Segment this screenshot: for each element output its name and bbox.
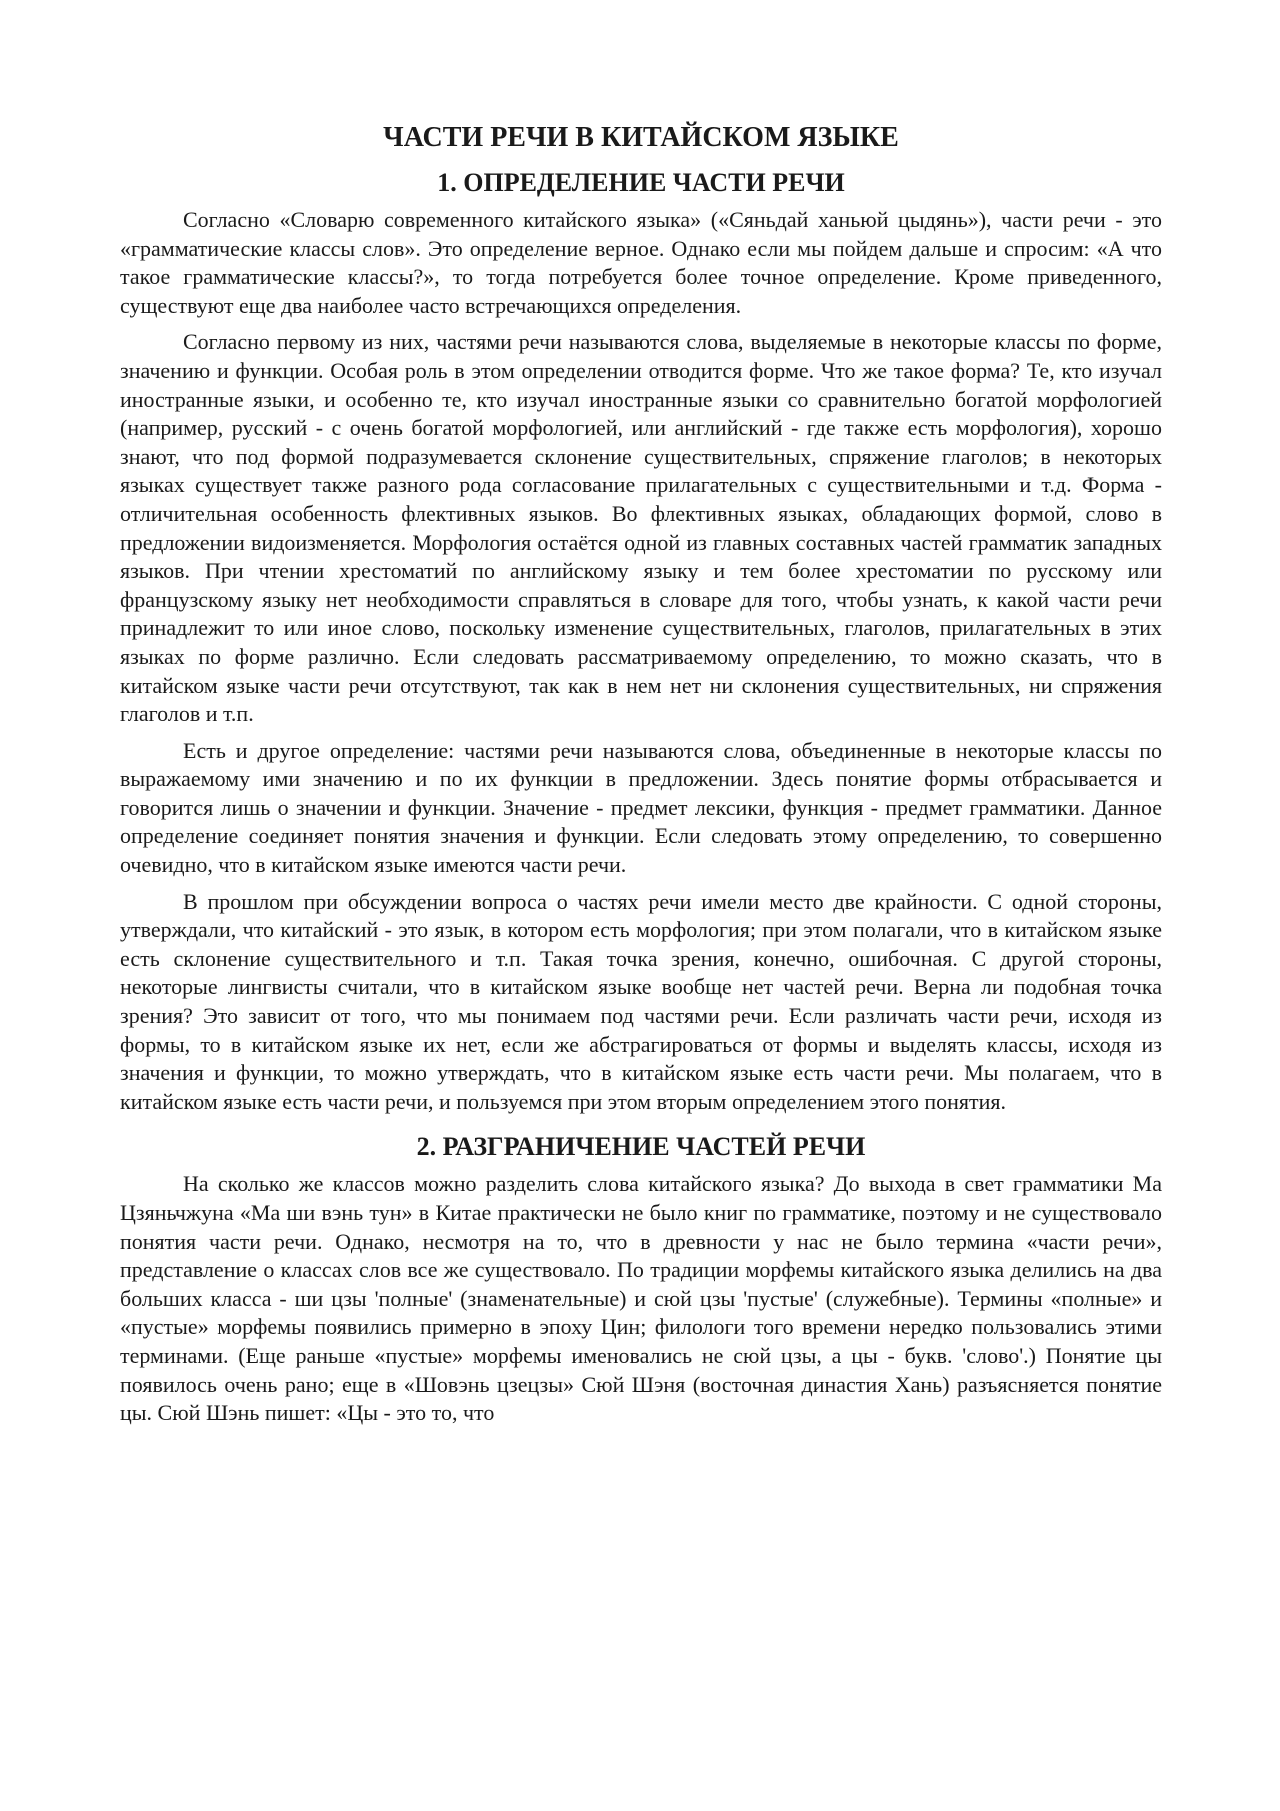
document-page (120, 118, 1162, 1436)
paragraph: Согласно «Словарю современного китайского языка» («Сяньдай ханьюй цыдянь»), части речи - это «грамматические классы слов». Это определение верное. Однако если мы пойдем дальше и спросим: «А что такое грамматические классы?», то тогда потребуется более точное определение. Кроме приведенного, существуют еще два наиболее часто встречающихся определения. (120, 207, 1162, 318)
section-heading-definition: 1. ОПРЕДЕЛЕНИЕ ЧАСТИ РЕЧИ (437, 168, 845, 197)
paragraph: В прошлом при обсуждении вопроса о частях речи имели место две крайности. С одной стороны, утверждали, что китайский - это язык, в котором есть морфология; при этом полагали, что в китайском языке есть склонение существительного и т.п. Такая точка зрения, конечно, ошибочная. С другой стороны, некоторые лингвисты считали, что в китайском языке вообще нет частей речи. Верна ли подобная точка зрения? Это зависит от того, что мы понимаем под частями речи. Если различать части речи, исходя из формы, то в китайском языке их нет, если же абстрагироваться от формы и выделять классы, исходя из значения и функции, то можно утверждать, что в китайском языке есть части речи. Мы полагаем, что в китайском языке есть части речи, и пользуемся при этом вторым определением этого понятия. (120, 888, 1162, 1114)
document-title: ЧАСТИ РЕЧИ В КИТАЙСКОМ ЯЗЫКЕ (383, 122, 899, 153)
paragraph: Есть и другое определение: частями речи называются слова, объединенные в некоторые классы по выражаемому ими значению и по их функции в предложении. Здесь понятие формы отбрасывается и говорится лишь о значении и функции. Значение - предмет лексики, функция - предмет грамматики. Данное определение соединяет понятия значения и функции. Если следовать этому определению, то совершенно очевидно, что в китайском языке имеются части речи. (120, 737, 1162, 878)
paragraph: Согласно первому из них, частями речи называются слова, выделяемые в некоторые классы по форме, значению и функции. Особая роль в этом определении отводится форме. Что же такое форма? Те, кто изучал иностранные языки, и особенно те, кто изучал иностранные языки со сравнительно богатой морфологией (например, русский - с очень богатой морфологией, или английский - где также есть морфология), хорошо знают, что под формой подразумевается склонение существительных, спряжение глаголов; в некоторых языках существует также разного рода согласование прилагательных с существительными и т.д. Форма - отличительная особенность флективных языков. Во флективных языках, обладающих формой, слово в предложении видоизменяется. Морфология остаётся одной из главных составных частей грамматик западных языков. При чтении хрестоматий по английскому языку и тем более хрестоматии по русскому или французскому языку нет необходимости справляться в словаре для того, чтобы узнать, к какой части речи принадлежит то или иное слово, поскольку изменение существительных, глаголов, прилагательных в этих языках по форме различно. Если следовать рассматриваемому определению, то можно сказать, что в китайском языке части речи отсутствуют, так как в нем нет ни склонения существительных, ни спряжения глаголов и т.п. (120, 329, 1162, 727)
paragraph: На сколько же классов можно разделить слова китайского языка? До выхода в свет грамматики Ма Цзяньчжуна «Ма ши вэнь тун» в Китае практически не было книг по грамматике, поэтому и не существовало понятия части речи. Однако, несмотря на то, что в древности у нас не было термина «части речи», представление о классах слов все же существовало. По традиции морфемы китайского языка делились на два больших класса - ши цзы 'полные' (знаменательные) и сюй цзы 'пустые' (служебные). Термины «полные» и «пустые» морфемы появились примерно в эпоху Цин; филологи того времени нередко пользовались этими терминами. (Еще раньше «пустые» морфемы именовались не сюй цзы, а цы - букв. 'слово'.) Понятие цы появилось очень рано; еще в «Шовэнь цзецзы» Сюй Шэня (восточная династия Хань) разъясняется понятие цы. Сюй Шэнь пишет: «Цы - это то, что (120, 1171, 1162, 1426)
section-heading-delimitation: 2. РАЗГРАНИЧЕНИЕ ЧАСТЕЙ РЕЧИ (416, 1132, 866, 1162)
